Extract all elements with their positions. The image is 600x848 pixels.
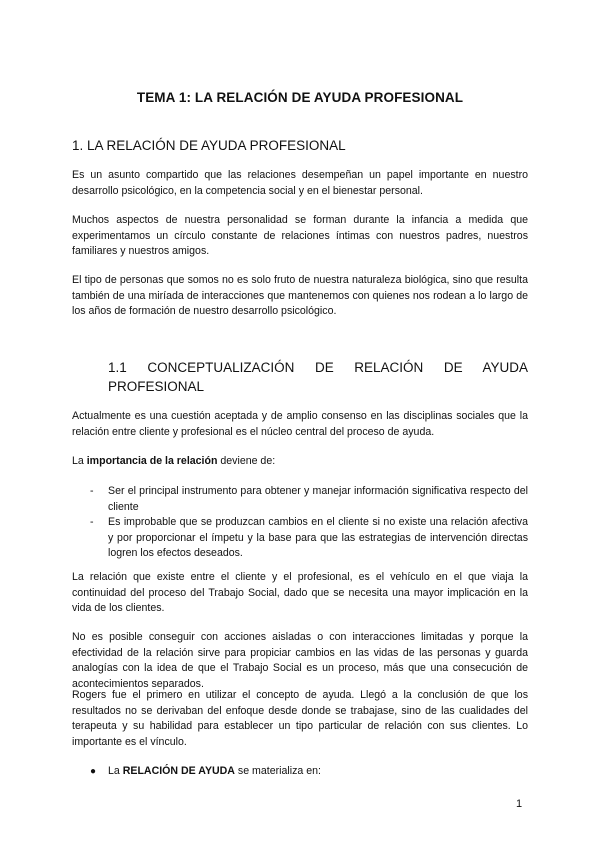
list-item xyxy=(72,484,528,515)
section-1-paragraph-1: Es un asunto compartido que las relaciones desempeñan un papel importante en nuestro desarrollo psicológico, en la competencia social y en el bienestar personal. xyxy=(72,169,528,197)
dash-marker: - xyxy=(90,516,94,528)
dash-marker: - xyxy=(90,485,94,497)
section-1-heading: 1. LA RELACIÓN DE AYUDA PROFESIONAL xyxy=(72,138,346,153)
page-number: 1 xyxy=(516,798,523,810)
bullet-prefix: La xyxy=(108,765,123,777)
bullet-suffix: se materializa en: xyxy=(234,765,321,777)
section-1-paragraph-2: Muchos aspectos de nuestra personalidad se forman durante la infancia a medida que experimentamos un círculo constante de relaciones íntimas con nuestros padres, nuestros familiares y nuestros amigos. xyxy=(72,214,528,257)
list-item xyxy=(72,515,528,562)
importance-list xyxy=(72,484,528,562)
section-1-1-heading xyxy=(108,358,528,396)
importance-bold: importancia de la relación xyxy=(86,455,218,467)
bullet-bold: RELACIÓN DE AYUDA xyxy=(122,765,235,777)
paragraph-vehicle: La relación que existe entre el cliente y el profesional, es el vehículo en el que viaja la continuidad del proceso del Trabajo Social, dado que se necesita una mayor implicación en la vida de los clientes. xyxy=(72,571,528,614)
importance-prefix: La xyxy=(72,455,87,467)
importance-suffix: deviene de: xyxy=(217,455,276,467)
section-1-paragraph-3: El tipo de personas que somos no es solo fruto de nuestra naturaleza biológica, sino que resulta también de una miríada de interacciones que mantenemos con quienes nos rodean a lo largo de los años de formación de nuestro desarrollo psicológico. xyxy=(72,274,528,317)
bullet-item xyxy=(90,764,321,780)
section-1-1-heading-line-1: 1.1 CONCEPTUALIZACIÓN DE RELACIÓN DE AYUDA xyxy=(108,360,528,375)
section-1-1-heading-line-2: PROFESIONAL xyxy=(108,379,205,394)
bullet-text xyxy=(108,765,321,777)
section-1-1-intro: Actualmente es una cuestión aceptada y de amplio consenso en las disciplinas sociales que la relación entre cliente y profesional es el núcleo central del proceso de ayuda. xyxy=(72,410,528,438)
bullet-dot-icon: ● xyxy=(90,766,97,777)
paragraph-actions: No es posible conseguir con acciones aisladas o con interacciones limitadas y porque la efectividad de la relación sirve para propiciar cambios en las vidas de las personas y guarda analogías con la idea de que el Trabajo Social es un proceso, más que una consecución de acontecimientos separados. xyxy=(72,631,528,690)
list-item-text: Ser el principal instrumento para obtener y manejar información significativa respecto del cliente xyxy=(108,485,528,513)
list-item-text: Es improbable que se produzcan cambios en el cliente si no existe una relación afectiva y por proporcionar el ímpetu y la base para que las estrategias de intervención directas logren los efectos deseados. xyxy=(108,516,528,559)
document-title: TEMA 1: LA RELACIÓN DE AYUDA PROFESIONAL xyxy=(136,90,464,105)
paragraph-rogers: Rogers fue el primero en utilizar el concepto de ayuda. Llegó a la conclusión de que los resultados no se derivaban del enfoque desde donde se trabajase, sino de las cualidades del terapeuta y su habilidad para establecer un tipo particular de relación con sus clientes. Lo importante es el vínculo. xyxy=(72,689,528,748)
importance-line xyxy=(72,454,528,470)
